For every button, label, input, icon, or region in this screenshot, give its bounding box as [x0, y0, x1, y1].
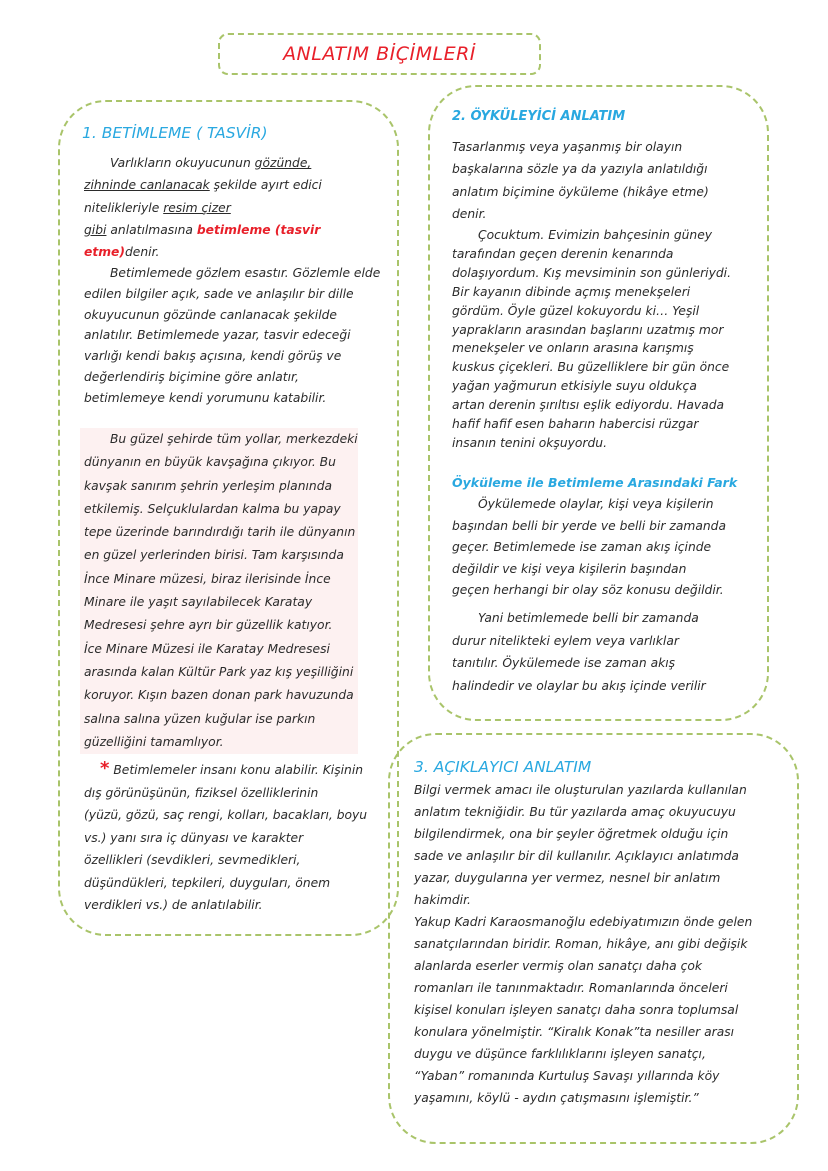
text-line: geçen herhangi bir olay söz konusu değildir.	[452, 583, 724, 597]
text-line: yaşamını, köylü - aydın çatışmasını işlemiştir.”	[414, 1091, 699, 1105]
text-line: gördüm. Öyle güzel kokuyordu ki… Yeşil	[452, 303, 700, 318]
text-line: düşündükleri, tepkileri, duyguları, önem	[84, 875, 331, 890]
text-line: anlatılır. Betimlemede yazar, tasvir edeceği	[84, 328, 351, 343]
text-line: arasında kalan Kültür Park yaz kış yeşilliğini	[84, 664, 354, 679]
text-line: yazar, duygularına yer vermez, nesnel bir anlatım	[414, 871, 721, 885]
text-line: tarafından geçen derenin kenarında	[452, 246, 674, 261]
key-term: etme)	[84, 245, 125, 260]
text-line: Tasarlanmış veya yaşanmış bir olayın	[452, 140, 683, 154]
section3-heading: 3. AÇIKLAYICI ANLATIM	[414, 758, 592, 776]
text-line: değerlendiriş biçimine göre anlatır,	[84, 369, 299, 384]
text-line: hafif hafif esen baharın habercisi rüzgar	[452, 417, 699, 432]
section2-example	[452, 226, 731, 453]
text-line: “Yaban” romanında Kurtuluş Savaşı yıllarında köy	[414, 1069, 720, 1083]
text-line: Bu güzel şehirde tüm yollar, merkezdeki	[110, 432, 358, 446]
text-line: dış görünüşünün, fiziksel özelliklerinin	[84, 785, 319, 800]
underlined-text: gibi	[84, 222, 107, 237]
section1-heading: 1. BETİMLEME ( TASVİR)	[82, 124, 268, 142]
key-term: betimleme (tasvir	[196, 222, 321, 237]
text-line: edilen bilgiler açık, sade ve anlaşılır bir dille	[84, 286, 354, 301]
text-line: yaprakların arasından başlarını uzatmış mor	[452, 322, 724, 337]
section1-example	[80, 428, 358, 754]
underlined-text: resim çizer	[163, 200, 231, 215]
text-line: başkalarına sözle ya da yazıyla anlatıldığı	[452, 162, 708, 177]
text-line: konulara yönelmiştir. “Kiralık Konak”ta nesiller arası	[414, 1025, 735, 1039]
section2-heading: 2. ÖYKÜLEYİCİ ANLATIM	[452, 109, 626, 124]
text-line: en güzel yerlerinden birisi. Tam karşısında	[84, 548, 344, 563]
text-line: dolaşıyordum. Kış mevsiminin son günleriydi.	[452, 265, 731, 280]
text-line: denir.	[452, 206, 487, 221]
text-line: verdikleri vs.) de anlatılabilir.	[84, 898, 263, 912]
text: şekilde ayırt edici	[209, 178, 322, 193]
text-line: halindedir ve olaylar bu akış içinde verilir	[452, 678, 706, 693]
text-line: Çocuktum. Evimizin bahçesinin güney	[478, 228, 713, 242]
text-line: geçer. Betimlemede ise zaman akış içinde	[452, 540, 712, 554]
text-line: sanatçılarından biridir. Roman, hikâye, anı gibi değişik	[414, 937, 748, 951]
page-title: ANLATIM BİÇİMLERİ	[283, 43, 476, 65]
text-line: hakimdir.	[414, 893, 471, 907]
text-line: vs.) yanı sıra iç dünyası ve karakter	[84, 830, 304, 845]
text-line: İnce Minare müzesi, biraz ilerisinde İnce	[84, 571, 331, 586]
underlined-text: zihninde canlanacak	[84, 178, 210, 193]
text: Betimlemeler insanı konu alabilir. Kişinin	[113, 763, 364, 777]
text-line: anlatım tekniğidir. Bu tür yazılarda amaç okuyucuyu	[414, 805, 736, 819]
text-line: Betimlemede gözlem esastır. Gözlemle elde	[110, 266, 381, 280]
text-line: güzelliğini tamamlıyor.	[84, 734, 224, 749]
title-box	[218, 33, 541, 75]
section3-body	[414, 779, 752, 1109]
text-line: Öykülemede olaylar, kişi veya kişilerin	[478, 497, 714, 511]
section1-intro	[84, 152, 322, 263]
text-line: tanıtılır. Öykülemede ise zaman akış	[452, 656, 676, 670]
text-line: kuskus çiçekleri. Bu güzelliklere bir gün önce	[452, 360, 730, 375]
text-line: Bir kayanın dibinde açmış menekşeleri	[452, 284, 691, 299]
text: denir.	[125, 245, 160, 260]
section2-difference	[452, 494, 726, 602]
text-line: Yani betimlemede belli bir zamanda	[478, 611, 699, 625]
text-line: kavşak sanırım şehrin yerleşim planında	[84, 478, 333, 493]
text-line: romanları ile tanınmaktadır. Romanlarında önceleri	[414, 981, 728, 995]
text-line: alanlarda eserler vermiş olan sanatçı daha çok	[414, 959, 703, 973]
text-line: durur nitelikteki eylem veya varlıklar	[452, 633, 679, 648]
text: Varlıkların okuyucunun	[110, 156, 255, 170]
text-line: betimlemeye kendi yorumunu katabilir.	[84, 390, 327, 405]
section2-summary	[452, 607, 706, 697]
text-line: dünyanın en büyük kavşağına çıkıyor. Bu	[84, 455, 336, 470]
text-line: kişisel konuları işleyen sanatçı daha sonra toplumsal	[414, 1003, 739, 1017]
text: nitelikleriyle	[84, 200, 164, 215]
text-line: salına salına yüzen kuğular ise parkın	[84, 711, 316, 726]
text-line: başından belli bir yerde ve belli bir zamanda	[452, 518, 727, 533]
text-line: okuyucunun gözünde canlanacak şekilde	[84, 307, 337, 322]
text-line: tepe üzerinde barındırdığı tarih ile dünyanın	[84, 525, 356, 540]
text-line: anlatım biçimine öyküleme (hikâye etme)	[452, 184, 709, 199]
text-line: değildir ve kişi veya kişilerin başından	[452, 561, 687, 576]
text-line: Minare ile yaşıt sayılabilecek Karatay	[84, 595, 313, 610]
note-lines	[84, 782, 367, 917]
text: anlatılmasına	[106, 222, 197, 237]
text-line: İce Minare Müzesi ile Karatay Medresesi	[84, 641, 330, 656]
text-line: koruyor. Kışın bazen donan park havuzunda	[84, 688, 354, 703]
asterisk-icon: *	[100, 758, 110, 779]
text-line: Yakup Kadri Karaosmanoğlu edebiyatımızın önde gelen	[414, 915, 753, 929]
section2-subheading: Öyküleme ile Betimleme Arasındaki Fark	[452, 475, 738, 490]
text-line: Medresesi şehre ayrı bir güzellik katıyor.	[84, 618, 333, 633]
text-line: menekşeler ve onların arasına karışmış	[452, 341, 694, 356]
underlined-text: gözünde,	[254, 156, 312, 170]
text-line: bilgilendirmek, ona bir şeyler öğretmek olduğu için	[414, 827, 729, 841]
section1-paragraph	[84, 263, 380, 409]
text-line: varlığı kendi bakış açısına, kendi görüş ve	[84, 349, 342, 364]
section1-note	[84, 758, 367, 917]
text-line: etkilemiş. Selçuklulardan kalma bu yapay	[84, 501, 341, 516]
text-line: artan derenin şırıltısı eşlik ediyordu. Havada	[452, 398, 725, 413]
text-line: yağan yağmurun etkisiyle suyu oldukça	[452, 379, 697, 394]
text-line: özellikleri (sevdikleri, sevmedikleri,	[84, 853, 301, 867]
text-line: duygu ve düşünce farklılıklarını işleyen sanatçı,	[414, 1047, 706, 1061]
text-line: (yüzü, gözü, saç rengi, kolları, bacakları, boyu	[84, 808, 368, 822]
text-line: insanın tenini okşuyordu.	[452, 435, 607, 450]
section2-definition	[452, 136, 709, 225]
text-line: sade ve anlaşılır bir dil kullanılır. Açıklayıcı anlatımda	[414, 849, 739, 863]
text-line: Bilgi vermek amacı ile oluşturulan yazılarda kullanılan	[414, 783, 747, 797]
